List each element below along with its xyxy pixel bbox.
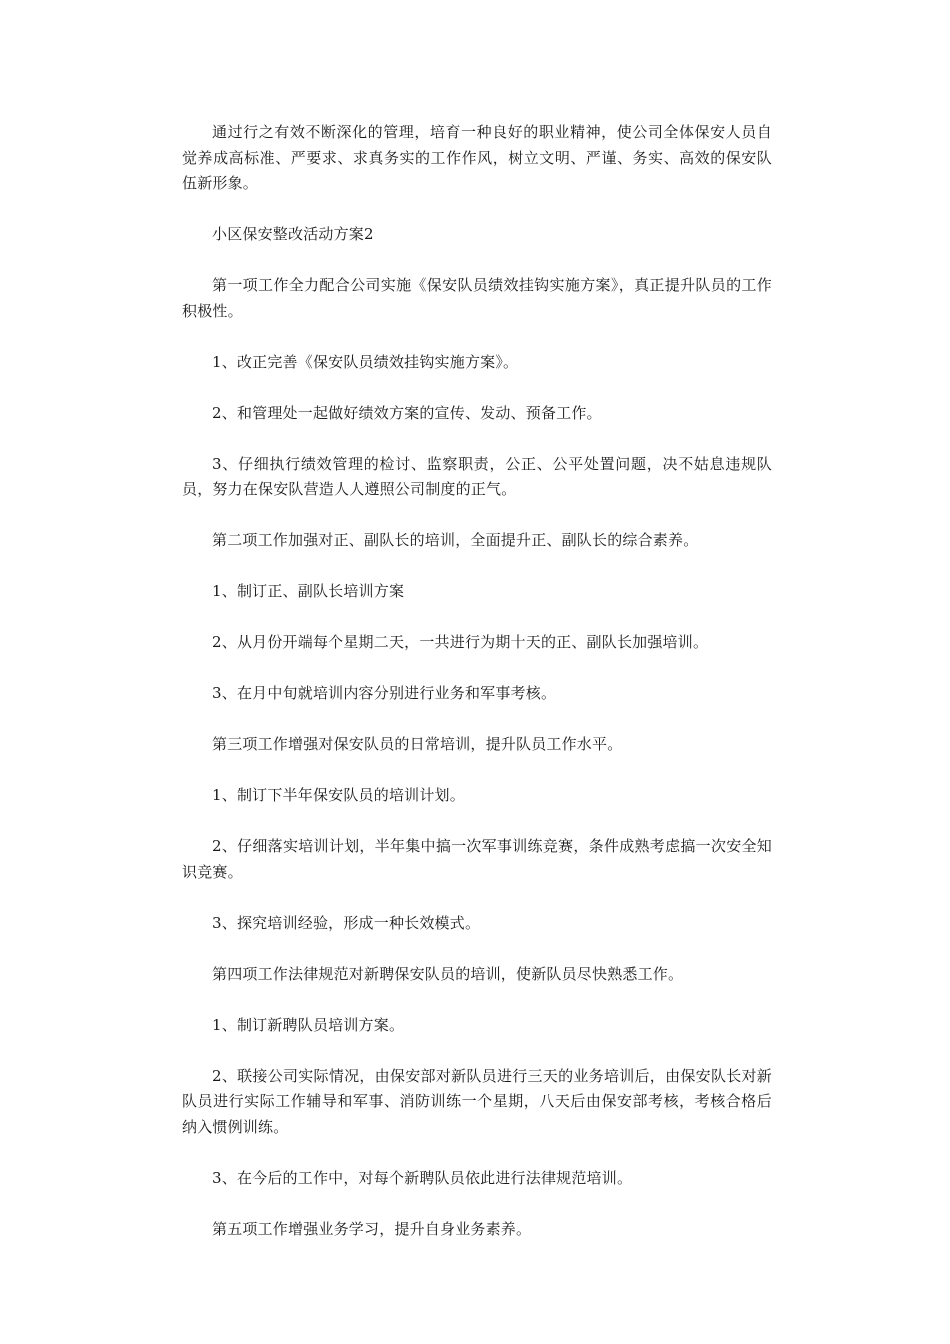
paragraph-intro: 通过行之有效不断深化的管理，培育一种良好的职业精神，使公司全体保安人员自觉养成高标准、严要求、求真务实的工作作风，树立文明、严谨、务实、高效的保安队伍新形象。 [182,123,772,192]
document-body [182,120,772,1268]
list-item: 1、制订新聘队员培训方案。 [212,1015,405,1034]
list-item: 3、探究培训经验，形成一种长效模式。 [212,913,481,932]
list-item: 1、制订下半年保安队员的培训计划。 [212,786,465,804]
list-item: 2、和管理处一起做好绩效方案的宣传、发动、预备工作。 [212,403,602,422]
list-item: 3、在今后的工作中，对每个新聘队员依此进行法律规范培训。 [212,1168,633,1187]
list-item: 2、从月份开端每个星期二天，一共进行为期十天的正、副队长加强培训。 [212,633,709,651]
work-item-5: 第五项工作增强业务学习，提升自身业务素养。 [212,1219,532,1238]
work-item-1: 第一项工作全力配合公司实施《保安队员绩效挂钩实施方案》，真正提升队员的工作积极性。 [182,276,772,320]
list-item: 1、改正完善《保安队员绩效挂钩实施方案》。 [212,352,519,371]
list-item: 2、联接公司实际情况，由保安部对新队员进行三天的业务培训后，由保安队长对新队员进行实际工作辅导和军事、消防训练一个星期，八天后由保安部考核，考核合格后纳入惯例训练。 [182,1066,772,1136]
list-item: 1、制订正、副队长培训方案 [212,582,405,600]
list-item: 2、仔细落实培训计划，半年集中搞一次军事训练竞赛，条件成熟考虑搞一次安全知识竞赛。 [182,837,772,881]
list-item: 3、仔细执行绩效管理的检讨、监察职责，公正、公平处置问题，决不姑息违规队员，努力在保安队营造人人遵照公司制度的正气。 [182,454,772,498]
work-item-3: 第三项工作增强对保安队员的日常培训，提升队员工作水平。 [212,735,623,753]
list-item: 3、在月中旬就培训内容分别进行业务和军事考核。 [212,684,557,702]
work-item-2: 第二项工作加强对正、副队长的培训，全面提升正、副队长的综合素养。 [212,531,699,549]
work-item-4: 第四项工作法律规范对新聘保安队员的培训，使新队员尽快熟悉工作。 [212,964,684,983]
section-heading: 小区保安整改活动方案2 [212,225,374,243]
